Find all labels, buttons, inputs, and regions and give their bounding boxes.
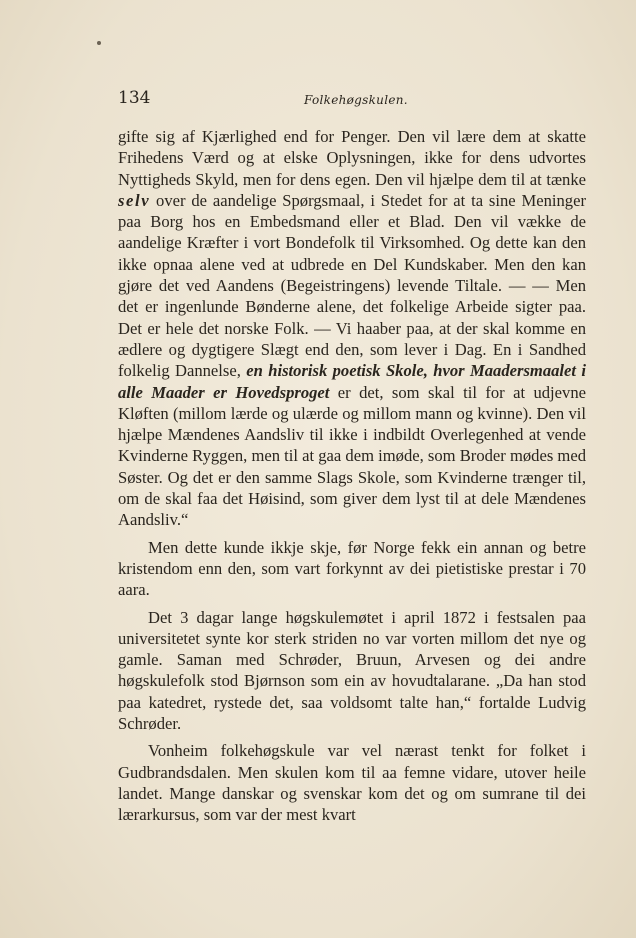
text-segment: Men dette kunde ikkje skje, før Norge fekk ein annan og betre kristendom enn den, som vart forkynnt av dei pietistiske prestar i 70 aara. [118, 537, 586, 600]
text-segment: Vonheim folkehøgskule var vel nærast tenkt for folket i Gudbrandsdalen. Men skulen kom til aa femne vidare, utover heile landet. Mange danskar og svenskar kom det og om sumrane til dei lærarkursus, som var der mest kvart [118, 741, 586, 825]
emphasized-word: selv [118, 190, 151, 210]
text-segment: Det 3 dagar lange høgskulemøtet i april 1872 i festsalen paa universitetet synte kor sterk striden no var vorten millom det nye og gamle. Saman med Schrøder, Bruun, Arvesen og dei andre høgskulefolk stod Bjørnson som ein av hovudtalarane. „Da han stod paa katedret, rystede det, saa voldsomt talte han,“ fortalde Ludvig Schrøder. [118, 607, 586, 734]
text-segment: over de aandelige Spørgsmaal, i Stedet for at ta sine Meninger paa Borg hos en Embedsmand eller et Blad. Den vil vække de aandelige Kræfter i vort Bondefolk til Virksomhed. Og dette kan den ikke opnaa alene ved at udbrede en Del Kundskaber. Men den kan gjøre det ved Aandens (Begeistringens) levende Tiltale. — — Men det er ingenlunde Bønderne alene, det folkelige Arbeide sigter paa. Det er hele det norske Folk. — Vi haaber paa, at der skal komme en ædlere og dygtigere Slægt end den, som lever i Dag. En i Sandhed folkelig Dannelse, [118, 190, 586, 381]
paragraph-2 [118, 537, 586, 601]
emphasized-phrase: en historisk poetisk Skole, hvor Maadersmaalet i alle Maader er Hovedsproget [118, 361, 586, 402]
body-text [118, 126, 586, 826]
paragraph-3 [118, 607, 586, 735]
page-number: 134 [118, 88, 151, 108]
text-segment: er det, som skal til for at udjevne Kløften (millom lærde og ulærde og millom mann og kvinne). Den vil hjælpe Mændenes Aandsliv til ikke i indbildt Overlegenhed at vende Kvinderne Ryggen, men til at gaa dem imøde, som Broder mødes med Søster. Og det er den samme Slags Skole, som Kvinderne trænger til, om de skal faa det Høisind, som giver dem lyst til at dele Mændenes Aandsliv.“ [118, 382, 587, 530]
page-header [118, 88, 584, 112]
print-speck [97, 41, 101, 45]
paragraph-1 [118, 126, 586, 531]
text-segment: gifte sig af Kjærlighed end for Penger. Den vil lære dem at skatte Frihedens Værd og at elske Oplysningen, ikke for dens udvortes Nyttigheds Skyld, men for dens egen. Den vil hjælpe dem til at tænke [118, 127, 586, 189]
paragraph-4 [118, 740, 586, 825]
running-title: Folkehøgskulen. [304, 93, 408, 107]
